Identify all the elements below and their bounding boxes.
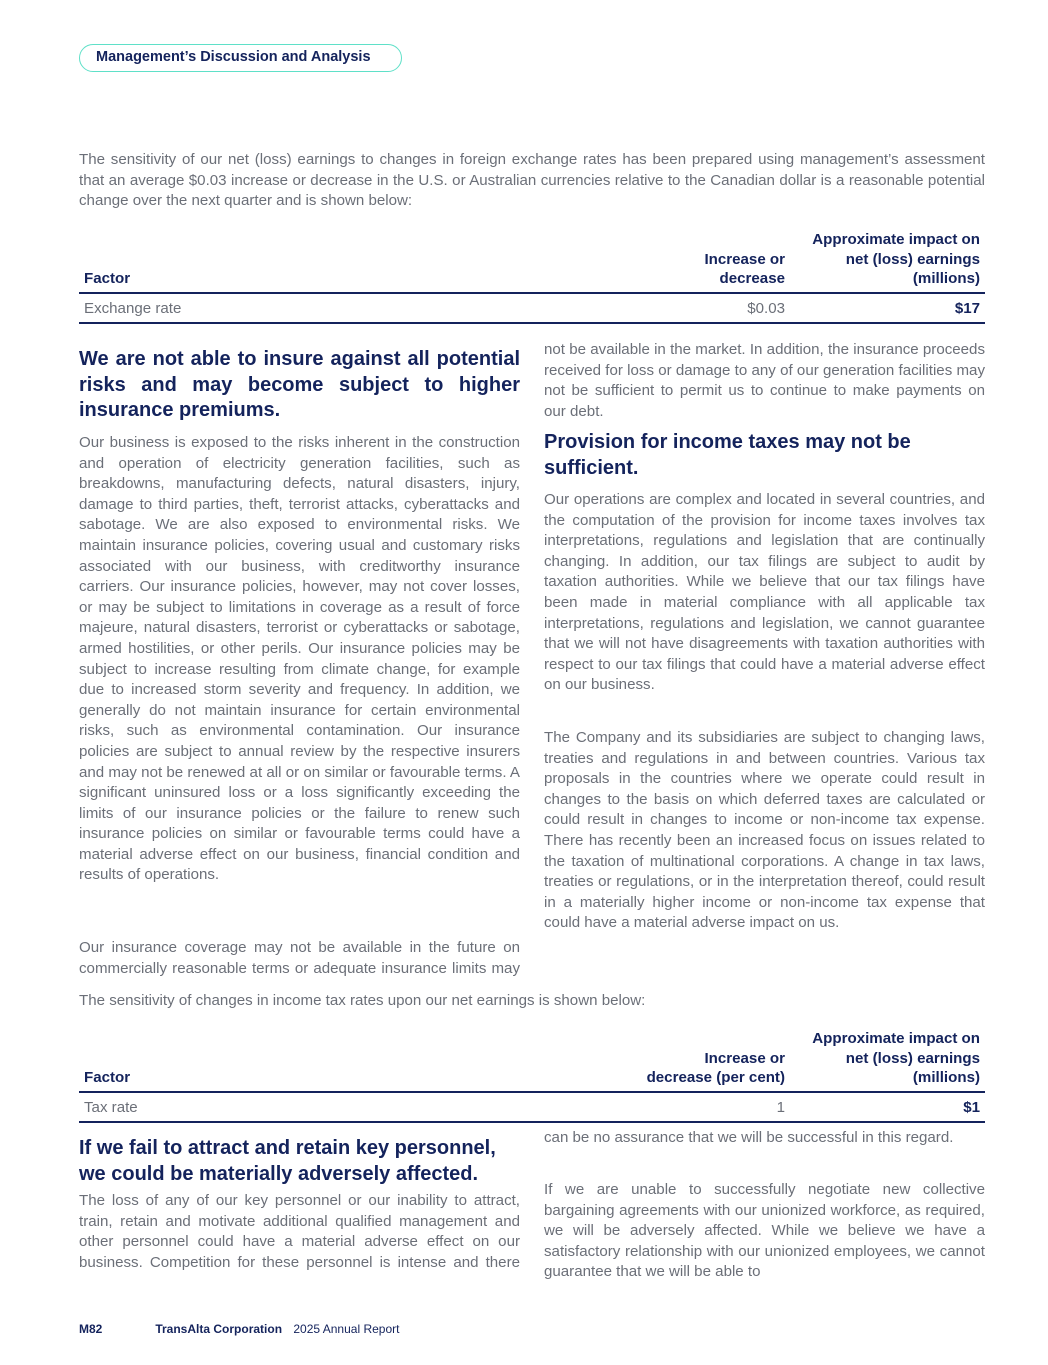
insurance-para-1: Our business is exposed to the risks inherent in the construction and operation of electricity generation facilities, such as breakdowns, manufacturing defects, natural disasters, injury, damage to third parties, theft, terrorist attacks, cyberattacks and sabotage. We are also exposed to environmental risks. We maintain insurance policies, covering usual and customary risks associated with our business, with creditworthy insurance carriers. Our insurance policies, however, may not cover losses, or may be subject to limitations in coverage as a result of force majeure, natural disasters, terrorist or cyberattacks or sabotage, armed hostilities, or other perils. Our insurance policies may be subject to increase resulting from climate change, for example due to increased storm severity and frequency. In addition, we generally do not maintain insurance for certain environmental risks, such as environmental contamination. Our insurance policies are subject to annual review by the respective insurers and may not be renewed at all or on similar or favourable terms. A significant uninsured loss or a loss significantly exceeding the limits of our insurance policies or the failure to renew such insurance policies on similar or favourable terms could have a material adverse effect on our business, financial condition and results of operations. (79, 434, 520, 884)
tax-para-1: Our operations are complex and located in several countries, and the computation of the provision for income taxes involves tax interpretations, regulations and legislation that are continually changing. In addition, our tax filings are subject to audit by taxation authorities. While we believe that our tax filings have been made in material compliance with all applicable tax interpretations, regulations and legislation, we cannot guarantee that we will not have disagreements with taxation authorities with respect to our tax filings that could have a material adverse effect on our business. (544, 491, 985, 694)
page-footer (79, 1322, 399, 1336)
fx-sensitivity-table (79, 230, 985, 324)
fx-header-factor: Factor (79, 230, 630, 293)
fx-header-impact: Approximate impact on net (loss) earnings (millions) (790, 230, 985, 293)
insurance-heading: We are not able to insure against all potential risks and may become subject to higher insurance premiums. (79, 348, 520, 421)
tax-heading: Provision for income taxes may not be sufficient. (544, 431, 911, 479)
tax-sensitivity-table (79, 1029, 985, 1123)
tax-factor-cell: Tax rate (79, 1092, 630, 1122)
personnel-heading: If we fail to attract and retain key personnel, we could be materially adversely affected. (79, 1137, 496, 1185)
table-row (79, 1092, 985, 1122)
fx-header-change: Increase or decrease (630, 230, 790, 293)
fx-intro: The sensitivity of our net (loss) earnings to changes in foreign exchange rates has been prepared using management’s assessment that an average $0.03 increase or decrease in the U.S. or Australian currencies relative to the Canadian dollar is a reasonable potential change over the next quarter and is shown below: (79, 151, 985, 210)
section-label: Management’s Discussion and Analysis (79, 44, 402, 72)
page-number: M82 (79, 1322, 103, 1336)
tax-header-change: Increase or decrease (per cent) (630, 1029, 790, 1092)
company-name: TransAlta Corporation (155, 1322, 283, 1336)
insurance-para-2-start: Our insurance coverage may not be available in the future on commercially reasonable terms or adequate insurance limits may (79, 939, 520, 977)
tax-change-cell: 1 (630, 1092, 790, 1122)
report-title: 2025 Annual Report (293, 1322, 400, 1336)
fx-impact-cell: $17 (790, 293, 985, 323)
personnel-para-2: If we are unable to successfully negotiate new collective bargaining agreements with our unionized workforce, as required, we will be adversely affected. While we believe we have a satisfactory relationship with our unionized employees, we cannot guarantee that we will be able to (544, 1181, 985, 1281)
table-row (79, 293, 985, 323)
fx-change-cell: $0.03 (630, 293, 790, 323)
personnel-para-1-continued: can be no assurance that we will be successful in this regard. (544, 1128, 954, 1146)
tax-intro: The sensitivity of changes in income tax rates upon our net earnings is shown below: (79, 992, 646, 1009)
fx-factor-cell: Exchange rate (79, 293, 630, 323)
tax-para-2: The Company and its subsidiaries are subject to changing laws, treaties and regulations in and between countries. Various tax proposals in the countries where we operate could result in changes to the basis on which deferred taxes are calculated or could result in changes to income or non-income tax expense. There has recently been an increased focus on issues related to the taxation of multinational corporations. A change in tax laws, treaties or regulations, or in the interpretation thereof, could result in a materially higher income or non-income tax expense that could have a material adverse impact on us. (544, 729, 985, 932)
tax-header-factor: Factor (79, 1029, 630, 1092)
tax-impact-cell: $1 (790, 1092, 985, 1122)
personnel-para-1-start: The loss of any of our key personnel or our inability to attract, train, retain and motivate additional qualified management and other personnel could have a material adverse effect on our business. Competition for these personnel is intense and there (79, 1192, 520, 1271)
insurance-para-2-continued: not be available in the market. In addition, the insurance proceeds received for loss or damage to any of our generation facilities may not be sufficient to permit us to continue to make payments on our debt. (544, 341, 985, 420)
tax-header-impact: Approximate impact on net (loss) earnings (millions) (790, 1029, 985, 1092)
